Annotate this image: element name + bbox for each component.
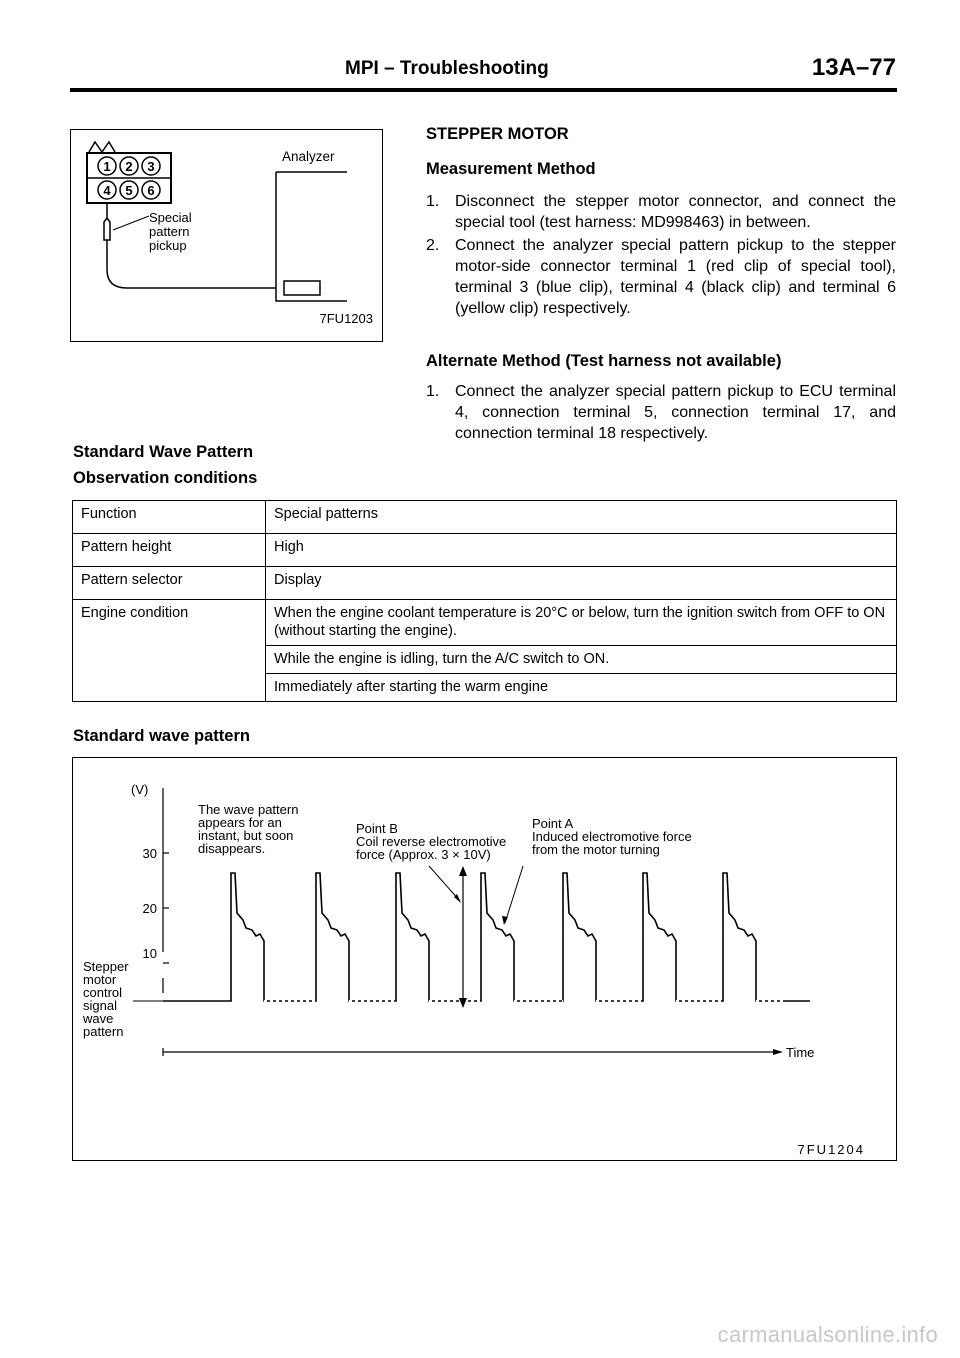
table-row [73,501,897,534]
terminal-5 [120,181,138,199]
observation-title: Observation conditions [73,469,258,487]
svg-text:2: 2 [125,159,133,174]
note-instant-3: instant, but soon [198,828,294,843]
y-label-5: wave [83,1011,114,1026]
cond-value: Display [266,567,897,600]
point-a-desc-2: from the motor turning [532,842,660,857]
engine-condition-2: While the engine is idling, turn the A/C switch to ON. [266,646,897,674]
y-label-6: pattern [83,1024,124,1039]
terminal-6 [142,181,160,199]
terminal-4 [98,181,116,199]
observation-conditions-table [72,500,897,702]
point-a-title: Point A [532,816,574,831]
cond-value: High [266,534,897,567]
cond-label: Pattern height [73,534,266,567]
wave-pattern-svg [73,758,898,1162]
figure2-code: 7FU1204 [797,1142,865,1157]
y-label-3: control [83,985,123,1000]
cond-label: Pattern selector [73,567,266,600]
note-instant-4: disappears. [198,841,266,856]
pickup-label-3: pickup [149,238,187,253]
alternate-method-section [426,351,896,446]
engine-condition-3: Immediately after starting the warm engine [266,674,897,702]
alternate-steps [426,381,896,444]
stepper-motor-section [426,124,896,321]
analyzer-port [284,281,320,295]
figure1-code: 7FU1203 [319,311,373,326]
cond-value: Special patterns [266,501,897,534]
y-tick-10: 10 [142,946,157,961]
terminal-2 [120,157,138,175]
connector-diagram [70,129,383,342]
table-row [73,567,897,600]
svg-text:1: 1 [103,159,111,174]
header-title: MPI – Troubleshooting [345,58,549,79]
watermark: carmanualsonline.info [717,1322,938,1347]
header-rule [70,88,897,92]
y-label-4: signal [83,998,117,1013]
svg-text:6: 6 [147,183,155,198]
y-tick-30: 30 [142,846,157,861]
measurement-steps [426,191,896,319]
note-instant-2: appears for an [198,815,282,830]
engine-condition-label: Engine condition [73,600,266,702]
step-1: 1. Disconnect the stepper motor connector, and connect the special tool (test harness: MD998463) in between. [426,193,896,231]
wave-pattern-title: Standard wave pattern [73,727,250,745]
point-a-leader [505,866,523,923]
alt-step-1: 1. Connect the analyzer special pattern pickup to ECU terminal 4, connection terminal 5, connection terminal 17, and connection terminal 18 respectively. [426,383,896,442]
y-label-2: motor [83,972,117,987]
table-row [73,600,897,646]
page-number: 13A–77 [811,54,896,81]
svg-text:5: 5 [125,183,133,198]
connector-diagram-svg [71,130,384,343]
stepper-heading: STEPPER MOTOR [426,125,569,143]
pickup-label-1: Special [149,210,192,225]
point-b-title: Point B [356,821,398,836]
wave-pattern-figure [72,757,897,1161]
table-row [73,534,897,567]
alt-method-heading: Alternate Method (Test harness not available) [426,352,782,370]
y-unit: (V) [131,782,149,797]
cond-label: Function [73,501,266,534]
engine-condition-1: When the engine coolant temperature is 20°C or below, turn the ignition switch from OFF to ON (without starting the engine). [266,600,897,646]
svg-text:4: 4 [103,183,111,198]
connector-tab-icon [89,142,115,152]
point-b-desc-1: Coil reverse electromotive [356,834,507,849]
analyzer-label: Analyzer [282,149,335,164]
stepper-waveform [163,873,810,1001]
note-instant-1: The wave pattern [198,802,299,817]
standard-wave-title: Standard Wave Pattern [73,443,254,461]
pickup-cable [107,240,276,288]
method-heading: Measurement Method [426,160,596,178]
svg-text:3: 3 [147,159,155,174]
time-label: Time [786,1045,815,1060]
probe-icon [104,203,110,240]
terminal-1 [98,157,116,175]
y-tick-20: 20 [142,901,157,916]
point-a-desc-1: Induced electromotive force [532,829,692,844]
pickup-label-2: pattern [149,224,190,239]
y-label-1: Stepper [83,959,129,974]
terminal-3 [142,157,160,175]
step-2: 2. Connect the analyzer special pattern pickup to the stepper motor-side connector terminal 1 (red clip of special tool), terminal 3 (blue clip), terminal 4 (black clip) and terminal 6 (yellow clip) respectively. [426,237,896,317]
point-b-desc-2: force (Approx. 3 × 10V) [356,847,491,862]
